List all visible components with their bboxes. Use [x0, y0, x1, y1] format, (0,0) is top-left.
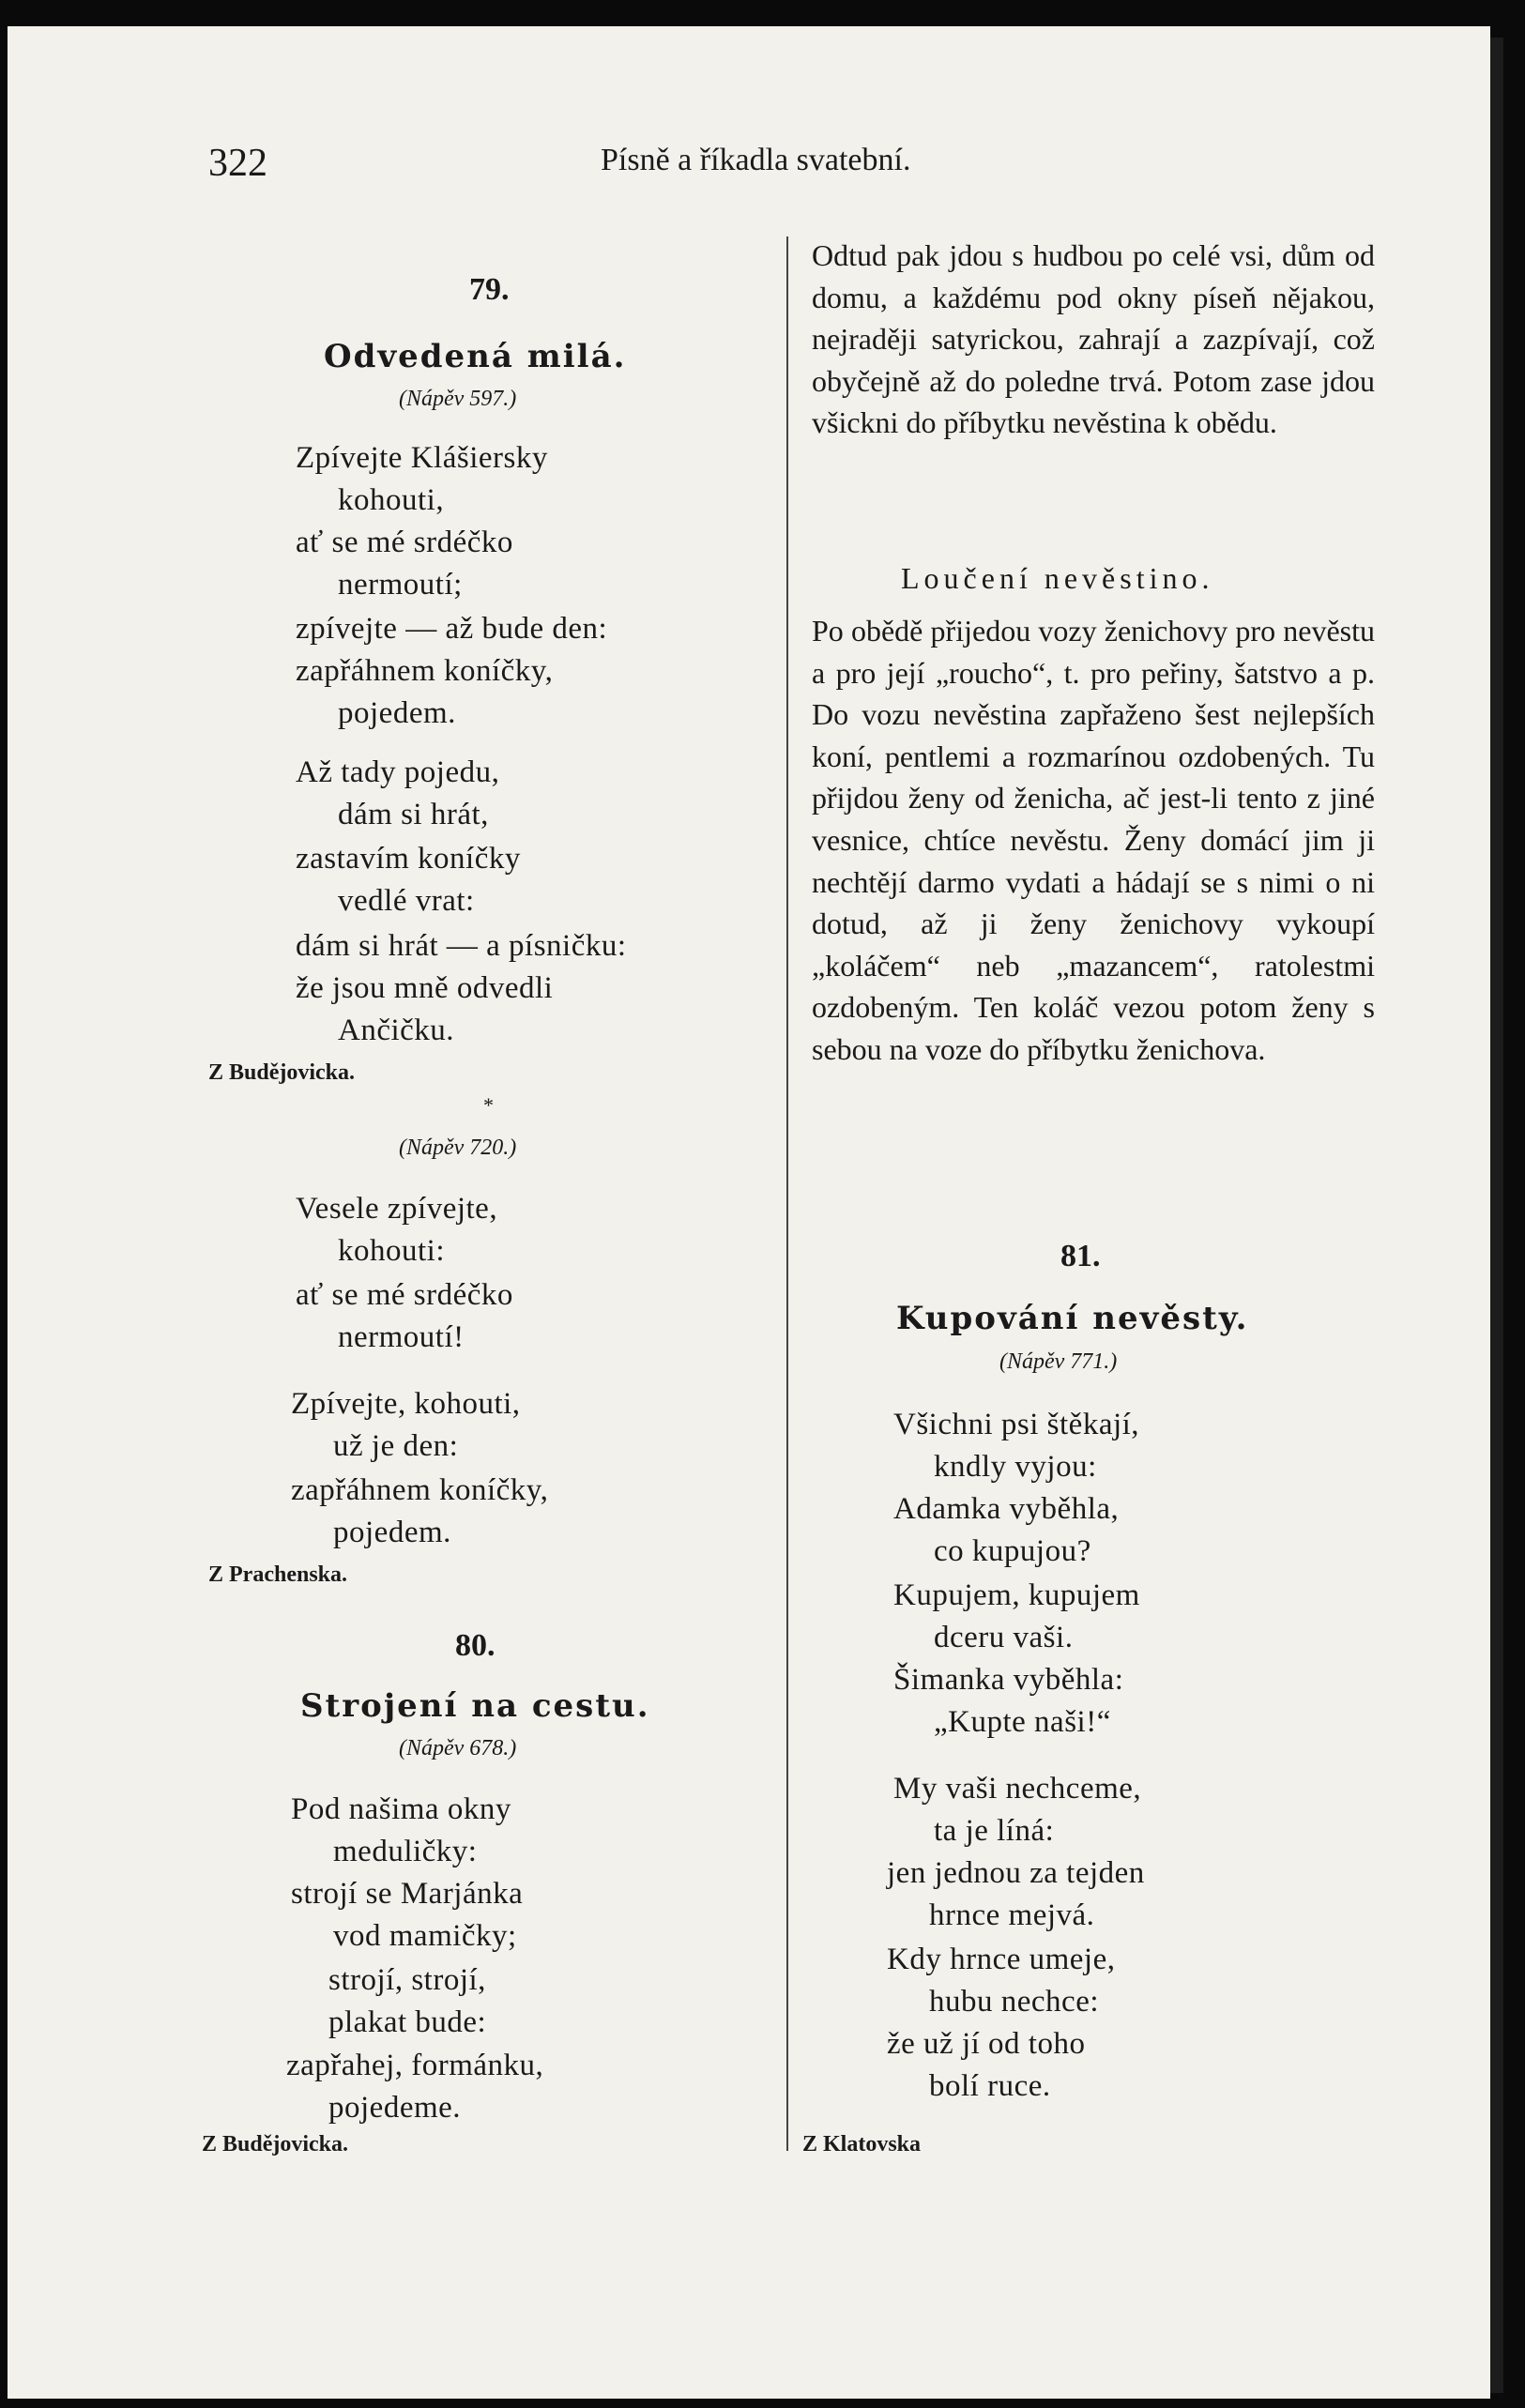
- verse-line: vod mamičky;: [333, 1919, 517, 1953]
- verse-line: meduličky:: [333, 1835, 478, 1868]
- verse-line: zpívejte — až bude den:: [296, 612, 608, 646]
- verse-line: kohouti:: [338, 1234, 446, 1268]
- verse-line: Zpívejte, kohouti,: [291, 1387, 521, 1421]
- verse-line: pojedeme.: [328, 2091, 462, 2125]
- melody-reference: (Nápěv 597.): [399, 387, 517, 411]
- verse-line: zapřahej, formánku,: [286, 2049, 544, 2082]
- verse-line: ta je líná:: [934, 1814, 1055, 1848]
- verse-line: pojedem.: [338, 696, 456, 730]
- verse-line: nermoutí!: [338, 1320, 465, 1354]
- verse-line: My vaši nechceme,: [893, 1772, 1142, 1806]
- intro-paragraph: Odtud pak jdou s hudbou po celé vsi, dům od domu, a každému pod okny píseň nějakou, nejraději satyrickou, zahrají a zazpívají, což obyčejně až do poledne trvá. Potom zase jdou všickni do příbytku nevěstina k obědu.: [812, 238, 1375, 440]
- verse-line: „Kupte naši!“: [934, 1705, 1111, 1739]
- verse-line: že jsou mně odvedli: [296, 971, 554, 1005]
- verse-line: nermoutí;: [338, 568, 463, 602]
- verse-line: ať se mé srdéčko: [296, 1278, 513, 1312]
- song-title: Strojení na cestu.: [300, 1687, 650, 1725]
- verse-line: Vesele zpívejte,: [296, 1192, 498, 1226]
- running-title: Písně a říkadla svatební.: [601, 143, 911, 177]
- verse-line: vedlé vrat:: [338, 884, 475, 918]
- asterisk-separator: *: [483, 1093, 494, 1117]
- verse-line: strojí se Marjánka: [291, 1877, 524, 1911]
- verse-line: ať se mé srdéčko: [296, 526, 513, 559]
- verse-line: kndly vyjou:: [934, 1450, 1097, 1484]
- source-note: Z Budějovicka.: [208, 1060, 356, 1085]
- verse-line: Zpívejte Klášiersky: [296, 441, 548, 475]
- verse-line: Pod našima okny: [291, 1792, 511, 1826]
- verse-line: Ančičku.: [338, 1013, 455, 1047]
- verse-line: bolí ruce.: [929, 2069, 1051, 2103]
- verse-line: Kupujem, kupujem: [893, 1578, 1140, 1612]
- melody-reference: (Nápěv 678.): [399, 1736, 517, 1760]
- melody-reference: (Nápěv 771.): [999, 1349, 1118, 1374]
- verse-line: Až tady pojedu,: [296, 755, 500, 789]
- verse-line: strojí, strojí,: [328, 1963, 486, 1997]
- source-note: Z Prachenska.: [208, 1562, 348, 1587]
- song-number: 80.: [455, 1628, 496, 1663]
- verse-line: kohouti,: [338, 483, 445, 517]
- verse-line: zastavím koníčky: [296, 842, 521, 876]
- verse-line: Kdy hrnce umeje,: [887, 1943, 1116, 1976]
- verse-line: pojedem.: [333, 1516, 451, 1549]
- verse-line: plakat bude:: [328, 2005, 487, 2039]
- verse-line: Šimanka vyběhla:: [893, 1663, 1124, 1697]
- verse-line: že už jí od toho: [887, 2027, 1086, 2061]
- page-number: 322: [208, 142, 267, 185]
- section-heading: Loučení nevěstino.: [901, 561, 1214, 595]
- body-paragraph: Po obědě přijedou vozy ženichovy pro nevěstu a pro její „roucho“, t. pro peřiny, šatstvo a p. Do vozu nevěstina zapřaženo šest nejlepších koní, pentlemi a rozmarínou ozdobených. Tu přijdou ženy od ženicha, ač jest-li tento z jiné vesnice, chtíce nevěstu. Ženy domácí jim ji nechtějí darmo vydati a hádají se s nimi o ni dotud, až ji ženy ženichovy vykoupí „koláčem“ neb „mazancem“, ratolestmi ozdobeným. Ten koláč vezou potom ženy s sebou na voze do příbytku ženichova.: [812, 614, 1375, 1066]
- verse-line: Všichni psi štěkají,: [893, 1408, 1140, 1441]
- song-title: Odvedená milá.: [324, 338, 627, 375]
- verse-line: dám si hrát,: [338, 798, 489, 831]
- column-divider: [786, 236, 788, 2151]
- verse-line: Adamka vyběhla,: [893, 1492, 1120, 1526]
- verse-line: dám si hrát — a písničku:: [296, 929, 627, 963]
- verse-line: hrnce mejvá.: [929, 1898, 1095, 1932]
- verse-line: dceru vaši.: [934, 1621, 1074, 1654]
- melody-reference: (Nápěv 720.): [399, 1135, 517, 1160]
- verse-line: jen jednou za tejden: [887, 1856, 1145, 1890]
- source-note: Z Budějovicka.: [202, 2132, 349, 2157]
- source-note: Z Klatovska: [802, 2132, 922, 2157]
- song-number: 79.: [469, 272, 510, 307]
- song-title: Kupování nevěsty.: [896, 1300, 1249, 1337]
- verse-line: už je den:: [333, 1429, 459, 1463]
- page-edge: [1490, 38, 1503, 2393]
- verse-line: hubu nechce:: [929, 1985, 1100, 2019]
- song-number: 81.: [1060, 1239, 1101, 1273]
- verse-line: zapřáhnem koníčky,: [296, 654, 554, 688]
- verse-line: co kupujou?: [934, 1534, 1091, 1568]
- verse-line: zapřáhnem koníčky,: [291, 1473, 549, 1507]
